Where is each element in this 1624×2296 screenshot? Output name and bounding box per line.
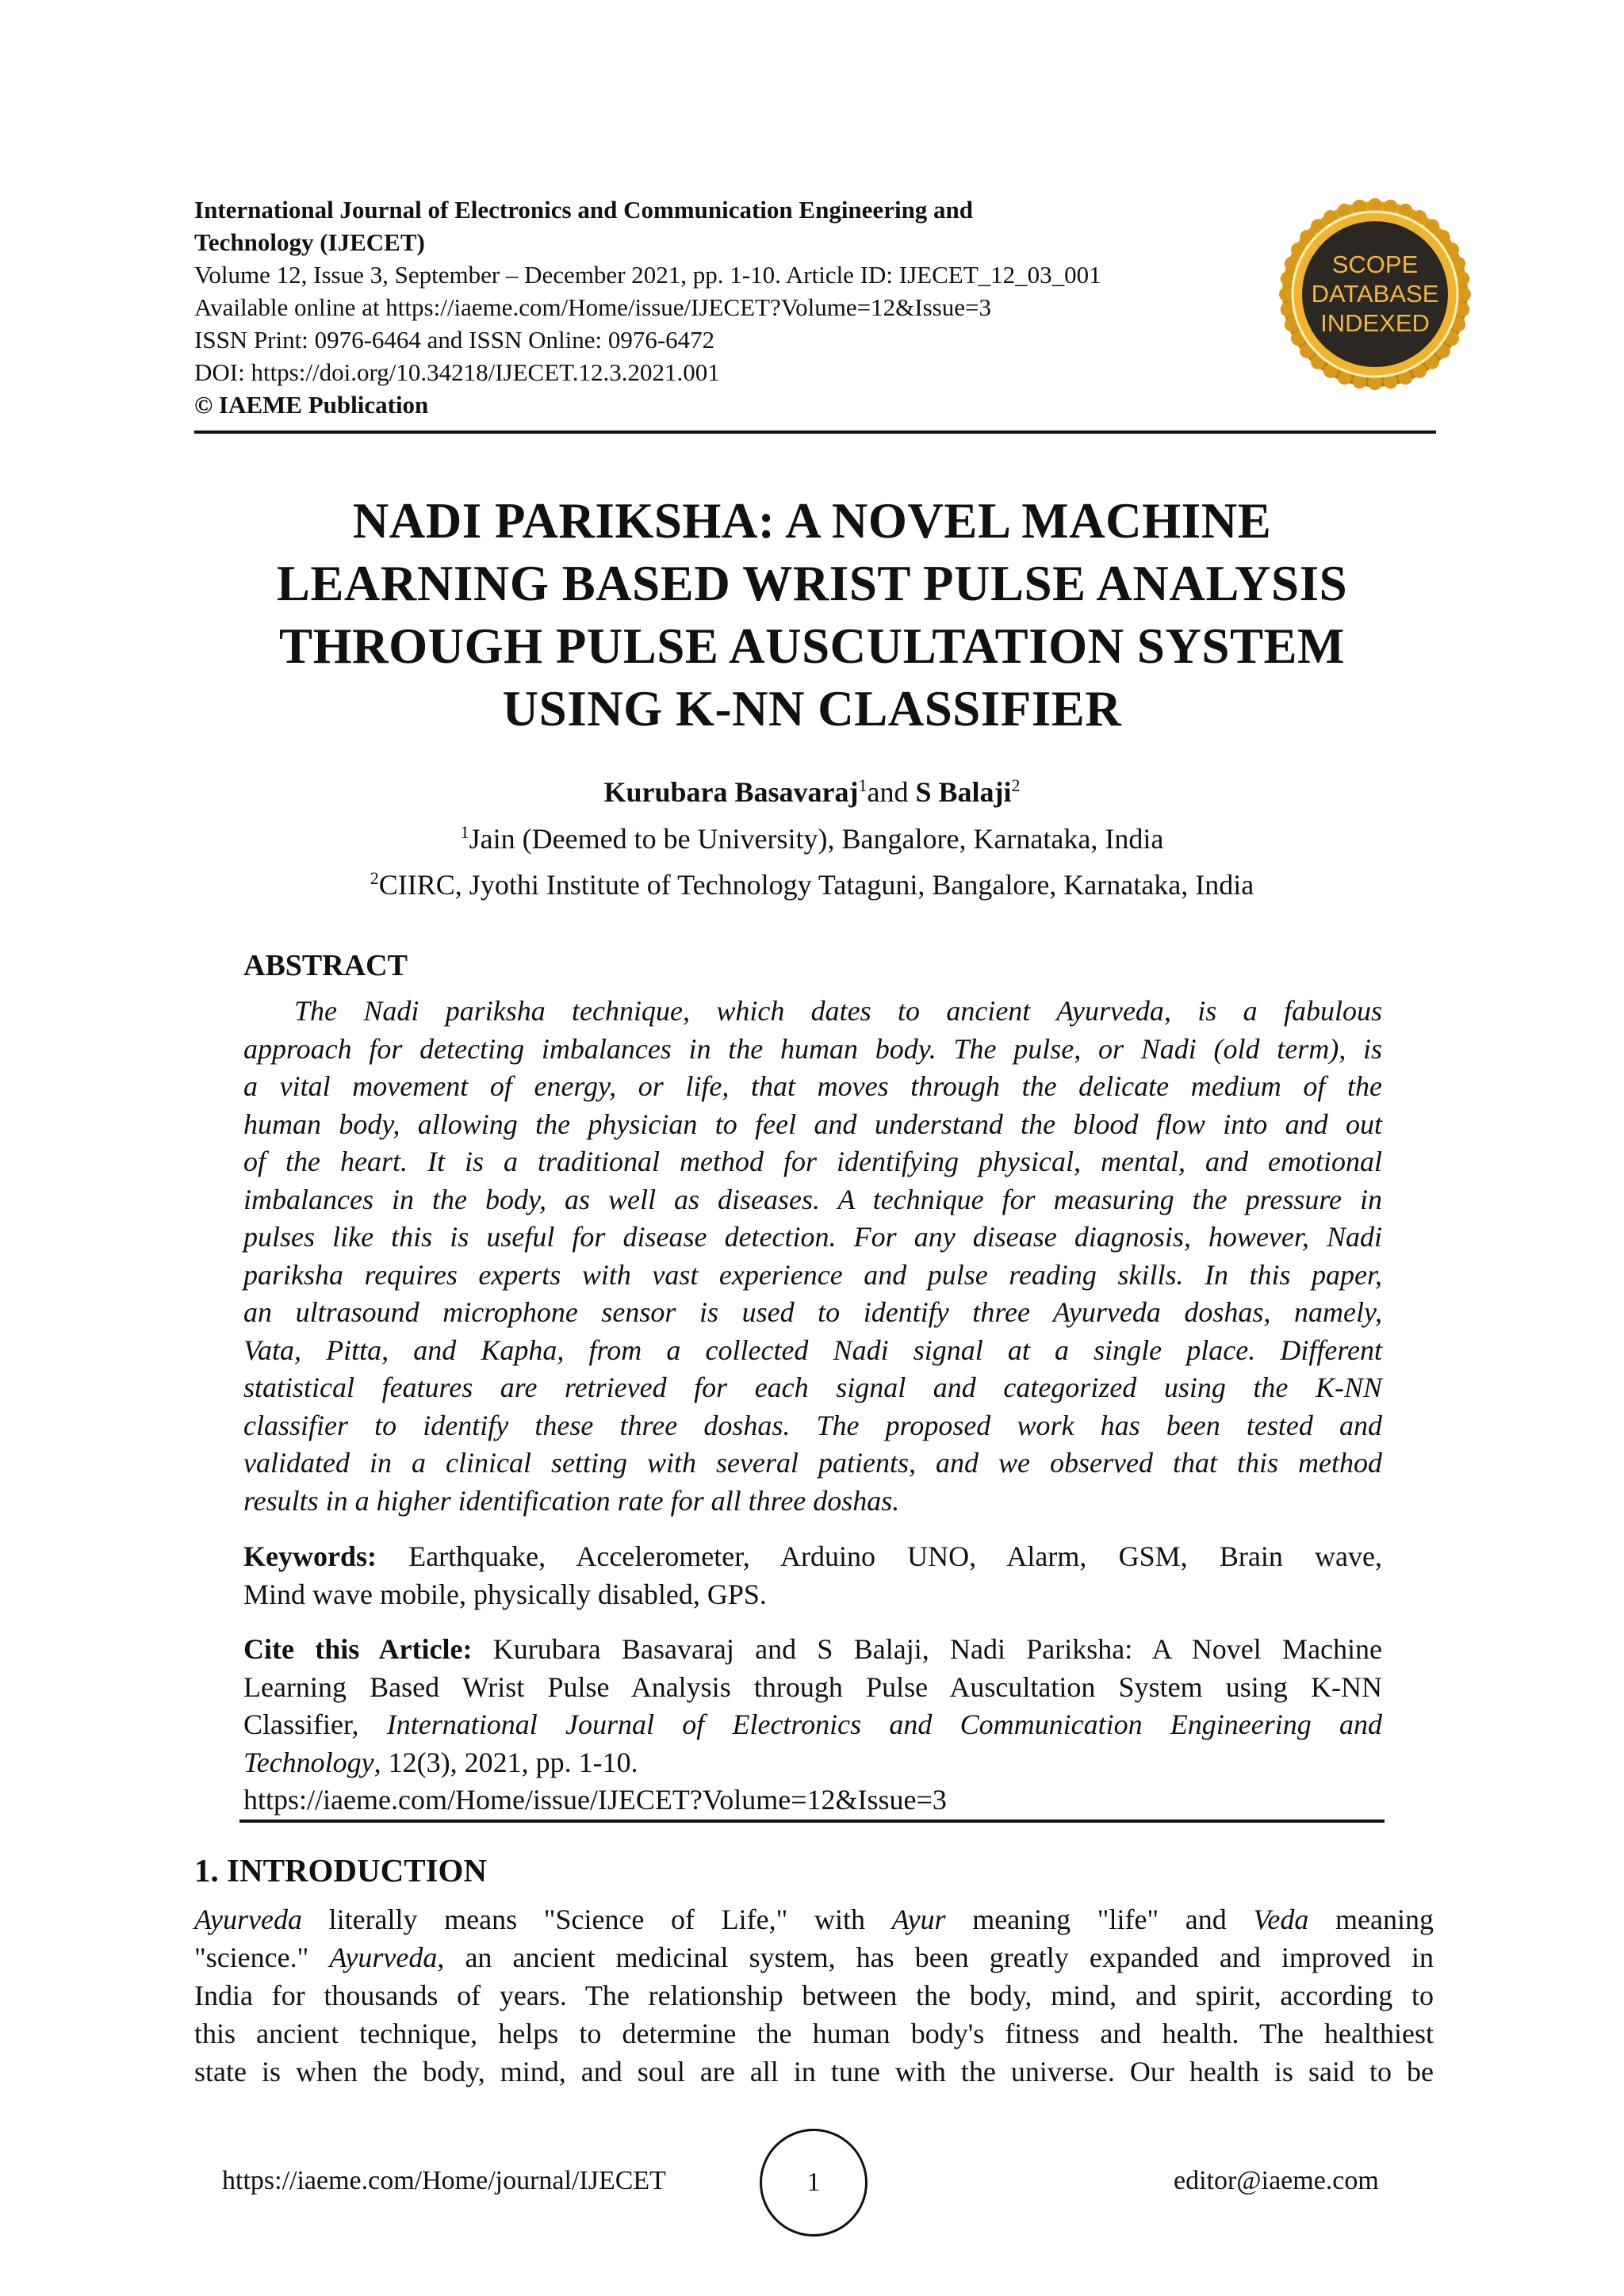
cite-article [243,1631,1382,1820]
intro-l1-b: literally means "Science of Life," with [301,1904,892,1935]
cite-line-3 [243,1706,1382,1744]
seal-text-database: DATABASE [1311,280,1439,308]
abstract-line: human body, allowing the physician to feel and understand the blood flow into and out [243,1108,1382,1140]
available-online: Available online at https://iaeme.com/Home/issue/IJECET?Volume=12&Issue=3 [194,293,991,321]
intro-ayurveda: Ayurveda [194,1904,302,1935]
abstract-line: validated in a clinical setting with several patients, and we observed that this method [243,1447,1382,1479]
abstract-line: pulses like this is useful for disease detection. For any disease diagnosis, however, Nadi [243,1221,1382,1253]
publisher: © IAEME Publication [194,391,429,419]
title-line-2: LEARNING BASED WRIST PULSE ANALYSIS [276,556,1348,611]
keywords-line-1 [243,1538,1382,1576]
keywords-line-2: Mind wave mobile, physically disabled, GPS. [243,1578,767,1610]
author-and: and [867,776,916,808]
intro-l1-d: meaning "life" and [945,1904,1254,1935]
intro-line-5: state is when the body, mind, and soul are all in tune with the universe. Our health is said to be [194,2056,1434,2087]
abstract-divider [239,1820,1385,1823]
affiliation-1 [159,814,1465,857]
title-line-3: THROUGH PULSE AUSCULTATION SYSTEM [279,618,1345,674]
seal-scallop-bump [1279,287,1293,301]
header-divider [194,430,1436,434]
abstract-line: a vital movement of energy, or life, that moves through the delicate medium of the [243,1070,1382,1102]
cite-label: Cite this Article: [243,1633,473,1665]
doi-info: DOI: https://doi.org/10.34218/IJECET.12.3.2021.001 [194,358,720,386]
intro-line-1 [194,1900,1434,1938]
affiliation-2 [159,860,1465,903]
abstract-line: statistical features are retrieved for each signal and categorized using the K-NN [243,1372,1382,1403]
affiliation-2-text: CIIRC, Jyothi Institute of Technology Tataguni, Bangalore, Karnataka, India [378,869,1254,901]
intro-l2-c: , an ancient medicinal system, has been greatly expanded and improved in [437,1942,1434,1973]
title-line-1: NADI PARIKSHA: A NOVEL MACHINE [352,493,1272,549]
abstract-line: pariksha requires experts with vast experience and pulse reading skills. In this paper, [243,1258,1382,1291]
abstract-line: classifier to identify these three doshas. The proposed work has been tested and [243,1409,1382,1441]
cite-line-2: Learning Based Wrist Pulse Analysis through Pulse Auscultation System using K-NN [243,1670,1382,1703]
abstract-line: approach for detecting imbalances in the human body. The pulse, or Nadi (old term), is [243,1032,1382,1065]
intro-line-2 [194,1938,1434,1976]
cite-journal: International Journal of Electronics and Communication Engineering and [386,1709,1383,1740]
scope-indexed-seal [1279,198,1471,390]
intro-ayur: Ayur [891,1904,946,1935]
intro-l2-a: "science." [194,1942,330,1973]
abstract-line: an ultrasound microphone sensor is used to identify three Ayurveda doshas, namely, [243,1296,1382,1328]
author-2: S Balaji [915,776,1012,808]
seal-text-scope: SCOPE [1331,251,1419,278]
volume-info: Volume 12, Issue 3, September – December 2021, pp. 1-10. Article ID: IJECET_12_03_001 [194,261,1101,289]
author-1-sup: 1 [858,775,868,795]
affiliation-2-sup: 2 [370,868,379,888]
author-1: Kurubara Basavaraj [603,776,859,808]
abstract-body [243,993,1382,1520]
cite-journal-end: Technology [243,1746,374,1778]
journal-name-line1: International Journal of Electronics and Communication Engineering and [194,196,974,224]
author-2-sup: 2 [1011,775,1021,795]
cite-text-3a: Classifier, [243,1709,387,1740]
journal-header [194,193,1304,421]
abstract-line: of the heart. It is a traditional method for identifying physical, mental, and emotional [243,1146,1382,1177]
seal-scallop-bump [1368,198,1382,212]
footer-journal-link[interactable]: https://iaeme.com/Home/journal/IJECET [222,2166,666,2195]
seal-scallop-bump [1368,376,1382,390]
cite-text-4: , 12(3), 2021, pp. 1-10. [373,1746,638,1778]
title-line-4: USING K-NN CLASSIFIER [502,681,1122,737]
abstract-line: results in a higher identification rate for all three doshas. [243,1484,900,1517]
paper-title [159,490,1465,740]
journal-name-line2: Technology (IJECET) [194,228,425,256]
issn-info: ISSN Print: 0976-6464 and ISSN Online: 0976-6472 [194,326,715,354]
affiliation-1-text: Jain (Deemed to be University), Bangalore, Karnataka, India [469,823,1164,855]
keywords-text-1: Earthquake, Accelerometer, Arduino UNO, Alarm, GSM, Brain wave, [376,1540,1382,1572]
abstract-heading: ABSTRACT [243,949,408,982]
abstract-line: The Nadi pariksha technique, which dates to ancient Ayurveda, is a fabulous [294,995,1382,1027]
affiliation-1-sup: 1 [460,822,469,842]
seal-text-indexed: INDEXED [1320,309,1430,337]
intro-line-3: India for thousands of years. The relationship between the body, mind, and spirit, according to [194,1980,1434,2011]
page-number: 1 [760,2129,868,2237]
cite-line-4 [243,1744,1382,1782]
intro-l1-f: meaning [1308,1904,1434,1935]
authors [159,767,1465,810]
footer-email[interactable]: editor@iaeme.com [1174,2166,1379,2195]
intro-line-4: this ancient technique, helps to determine the human body's fitness and health. The healthiest [194,2018,1434,2049]
cite-url[interactable]: https://iaeme.com/Home/issue/IJECET?Volume=12&Issue=3 [243,1784,947,1816]
introduction-body [194,1900,1434,2091]
abstract-line: imbalances in the body, as well as diseases. A technique for measuring the pressure in [243,1183,1382,1215]
intro-veda: Veda [1253,1904,1309,1935]
cite-text-1: Kurubara Basavaraj and S Balaji, Nadi Pariksha: A Novel Machine [472,1633,1382,1665]
abstract-line: Vata, Pitta, and Kapha, from a collected Nadi signal at a single place. Different [243,1334,1382,1366]
cite-line-1 [243,1631,1382,1669]
intro-ayurveda-2: Ayurveda [329,1942,438,1973]
keywords [243,1538,1382,1613]
keywords-label: Keywords: [243,1540,377,1572]
seal-scallop-bump [1457,287,1471,301]
introduction-heading: 1. INTRODUCTION [194,1852,488,1888]
